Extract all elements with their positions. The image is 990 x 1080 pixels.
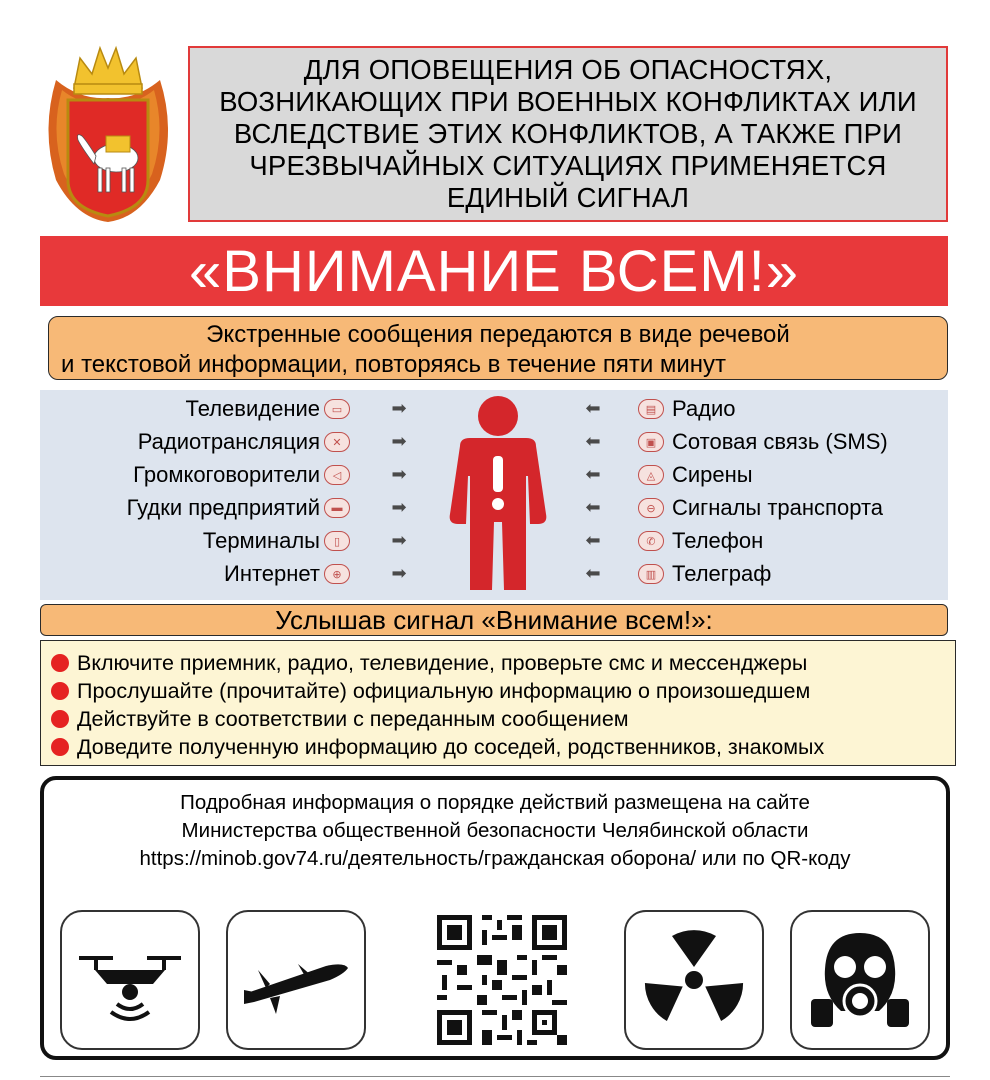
arrow-right-icon: ➡ [391,530,407,550]
channel-label: Телеграф [672,561,772,586]
phone-handset-icon: ✆ [638,531,664,551]
arrow-right-icon: ➡ [391,563,407,583]
action-text: Включите приемник, радио, телевидение, проверьте смс и мессенджеры [77,650,808,675]
footer-line-1: Подробная информация о порядке действий размещена на сайте [180,791,810,814]
channel-label: Телевидение [185,396,320,421]
channel-label: Громкоговорители [133,462,320,487]
red-bullet-icon [51,654,69,672]
header-line: ВОЗНИКАЮЩИХ ПРИ ВОЕННЫХ КОНФЛИКТАХ ИЛИ [219,86,917,117]
loudspeaker-icon: ◁ [324,465,350,485]
info-line-2: и текстовой информации, повторяясь в течение пяти минут [61,351,727,378]
channel-label: Гудки предприятий [126,495,320,520]
car-icon: ⊖ [638,498,664,518]
red-bullet-icon [51,682,69,700]
header-line: ЕДИНЫЙ СИГНАЛ [446,182,690,213]
info-footer-box [40,776,950,1060]
channel-internet [224,559,350,589]
radiation-icon [624,910,764,1050]
missile-icon [226,910,366,1050]
arrow-right-icon: ➡ [391,464,407,484]
red-bullet-icon [51,710,69,728]
channel-sirens [638,460,753,490]
telegraph-icon: ▥ [638,564,664,584]
arrow-left-icon: ⬅ [585,398,601,418]
channel-radio-broadcast [138,427,350,457]
list-item [41,649,955,677]
signal-heading-text: Услышав сигнал «Внимание всем!»: [275,604,713,635]
left-channels [40,390,350,600]
arrow-right-icon: ➡ [391,398,407,418]
list-item [41,733,955,761]
divider [40,1076,950,1077]
red-bullet-icon [51,738,69,756]
channel-label: Радиотрансляция [137,429,320,454]
channel-label: Телефон [672,528,764,553]
info-line-1: Экстренные сообщения передаются в виде речевой [206,321,790,348]
gas-mask-icon [790,910,930,1050]
channel-telegraph [638,559,771,589]
globe-icon: ⊕ [324,564,350,584]
channel-terminals [203,526,350,556]
arrow-right-icon: ➡ [391,431,407,451]
drone-icon [60,910,200,1050]
footer-line-2: Министерства общественной безопасности Челябинской области [181,819,809,842]
channel-label: Радио [672,396,736,421]
arrow-right-icon: ➡ [391,497,407,517]
channel-label: Сирены [672,462,753,487]
footer-url-line[interactable]: https://minob.gov74.ru/деятельность/гражданская оборона/ или по QR-коду [139,847,851,870]
header-line: ВСЛЕДСТВИЕ ЭТИХ КОНФЛИКТОВ, А ТАКЖЕ ПРИ [233,118,903,149]
qr-code[interactable] [432,910,572,1050]
channel-label: Сотовая связь (SMS) [672,429,888,454]
list-item [41,677,955,705]
channel-label: Интернет [224,561,320,586]
list-item [41,705,955,733]
actions-list [40,640,956,766]
header-line: ЧРЕЗВЫЧАЙНЫХ СИТУАЦИЯХ ПРИМЕНЯЕТСЯ [249,150,887,181]
header-notice [188,46,948,222]
radio-tower-icon: ✕ [324,432,350,452]
channel-loudspeakers [133,460,350,490]
channel-label: Терминалы [202,528,320,553]
info-box [48,316,948,380]
action-text: Прослушайте (прочитайте) официальную информацию о произошедшем [77,678,811,703]
arrow-left-icon: ⬅ [585,497,601,517]
attention-banner [40,236,948,306]
action-text: Действуйте в соответствии с переданным сообщением [77,706,629,731]
factory-horn-icon: ▬ [324,498,350,518]
siren-icon: ◬ [638,465,664,485]
channel-factory-horns [127,493,350,523]
channel-radio [638,394,736,424]
channels-panel [40,390,948,600]
arrow-left-icon: ⬅ [585,431,601,451]
channel-label: Сигналы транспорта [672,495,884,520]
arrow-left-icon: ⬅ [585,563,601,583]
tv-icon: ▭ [324,399,350,419]
channel-tv [185,394,350,424]
terminal-icon: ▯ [324,531,350,551]
banner-title: «ВНИМАНИЕ ВСЕМ!» [189,238,799,304]
person-alert-icon [438,394,558,594]
arrow-left-icon: ⬅ [585,464,601,484]
arrow-left-icon: ⬅ [585,530,601,550]
channel-transport [638,493,883,523]
radio-icon: ▤ [638,399,664,419]
header-line: ДЛЯ ОПОВЕЩЕНИЯ ОБ ОПАСНОСТЯХ, [303,54,833,85]
channel-cellular [638,427,888,457]
action-text: Доведите полученную информацию до соседей, родственников, знакомых [77,734,825,759]
right-channels [638,390,948,600]
chelyabinsk-coat-of-arms [36,40,181,225]
channel-telephone [638,526,763,556]
mobile-phone-icon: ▣ [638,432,664,452]
signal-heading [40,604,948,636]
